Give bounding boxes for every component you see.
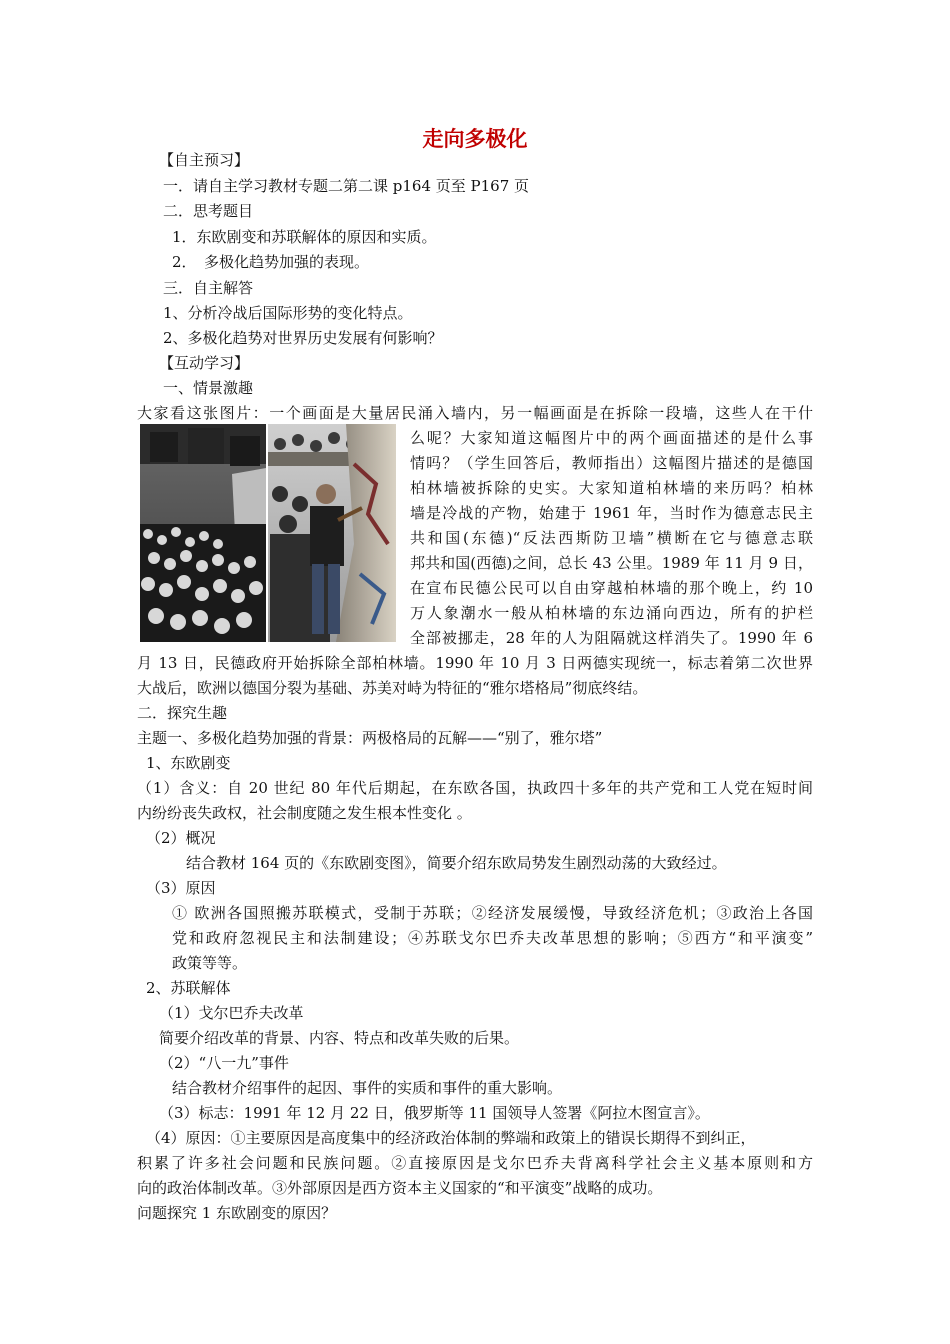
section-heading-preview: 【自主预习】: [159, 151, 250, 169]
text-line: 一．请自主学习教材专题二第二课 p164 页至 P167 页: [163, 177, 530, 195]
topic-heading: 主题一、多极化趋势加强的背景：两极格局的瓦解——“别了，雅尔塔”: [137, 729, 603, 747]
question-line: 问题探究 1 东欧剧变的原因？: [137, 1204, 337, 1222]
paragraph-line: 大家看这张图片：一个画面是大量居民涌入墙内，另一幅画面是在拆除一段墙，这些人在干什: [137, 404, 813, 422]
text-line: 简要介绍改革的背景、内容、特点和改革失败的后果。: [159, 1029, 520, 1047]
text-line: （1）戈尔巴乔夫改革: [159, 1004, 304, 1022]
paragraph-line: 万人象潮水一般从柏林墙的东边涌向西边，所有的护栏: [410, 604, 813, 622]
text-line: 2． 多极化趋势加强的表现。: [172, 253, 370, 271]
paragraph-line: 柏林墙被拆除的史实。大家知道柏林墙的来历吗？柏林: [410, 479, 813, 497]
text-line: 二．思考题目: [163, 202, 254, 220]
text-line: （2）概况: [146, 829, 216, 847]
text-line: 三．自主解答: [163, 279, 254, 297]
text-line: （2）“八一九”事件: [159, 1054, 289, 1072]
text-line: 1、分析冷战后国际形势的变化特点。: [163, 304, 413, 322]
text-line: 党和政府忽视民主和法制建设；④苏联戈尔巴乔夫改革思想的影响；⑤西方“和平演变”: [172, 929, 813, 947]
text-line: 1、东欧剧变: [146, 754, 231, 772]
text-line: （3）标志：1991 年 12 月 22 日，俄罗斯等 11 国领导人签署《阿拉木图宣言》。: [159, 1104, 710, 1122]
section-heading-interactive: 【互动学习】: [159, 354, 250, 372]
text-line: 政策等等。: [172, 954, 248, 972]
text-line: 2、多极化趋势对世界历史发展有何影响？: [163, 329, 443, 347]
text-line: 积累了许多社会问题和民族问题。②直接原因是戈尔巴乔夫背离科学社会主义基本原则和方: [137, 1154, 813, 1172]
text-line: 一、情景激趣: [163, 379, 254, 397]
text-line: （3）原因: [146, 879, 216, 897]
paragraph-line: 全部被挪走，28 年的人为阻隔就这样消失了。1990 年 6: [410, 629, 813, 647]
paragraph-line: 在宣布民德公民可以自由穿越柏林墙的那个晚上，约 10: [410, 579, 813, 597]
text-line: （1）含义：自 20 世纪 80 年代后期起，在东欧各国，执政四十多年的共产党和工人党在短时间: [137, 779, 813, 797]
text-line: 结合教材介绍事件的起因、事件的实质和事件的重大影响。: [172, 1079, 563, 1097]
text-line: 2、苏联解体: [146, 979, 231, 997]
text-line: ① 欧洲各国照搬苏联模式，受制于苏联；②经济发展缓慢，导致经济危机；③政治上各国: [172, 904, 813, 922]
paragraph-line: 邦共和国(西德)之间，总长 43 公里。1989 年 11 月 9 日，: [410, 554, 813, 572]
paragraph-line: 情吗？（学生回答后，教师指出）这幅图片描述的是德国: [410, 454, 813, 472]
text-line: 1．东欧剧变和苏联解体的原因和实质。: [172, 228, 437, 246]
section-heading-explore: 二．探究生趣: [137, 704, 228, 722]
paragraph-line: 墙是冷战的产物，始建于 1961 年，当时作为德意志民主: [410, 504, 813, 522]
text-line: 结合教材 164 页的《东欧剧变图》，简要介绍东欧局势发生剧烈动荡的大致经过。: [186, 854, 727, 872]
text-line: （4）原因：①主要原因是高度集中的经济政治体制的弊端和政策上的错误长期得不到纠正，: [146, 1129, 756, 1147]
text-line: 向的政治体制改革。③外部原因是西方资本主义国家的“和平演变”战略的成功。: [137, 1179, 663, 1197]
paragraph-line: 共和国(东德)“反法西斯防卫墙”横断在它与德意志联: [410, 529, 813, 547]
page-title: 走向多极化: [422, 127, 528, 151]
paragraph-line: 么呢？大家知道这幅图片中的两个画面描述的是什么事: [410, 429, 813, 447]
paragraph-line: 大战后，欧洲以德国分裂为基础、苏美对峙为特征的“雅尔塔格局”彻底终结。: [137, 679, 648, 697]
berlin-wall-photo: [140, 424, 396, 642]
paragraph-line: 月 13 日，民德政府开始拆除全部柏林墙。1990 年 10 月 3 日两德实现统一，标志着第二次世界: [137, 654, 813, 672]
text-line: 内纷纷丧失政权，社会制度随之发生根本性变化 。: [137, 804, 472, 822]
